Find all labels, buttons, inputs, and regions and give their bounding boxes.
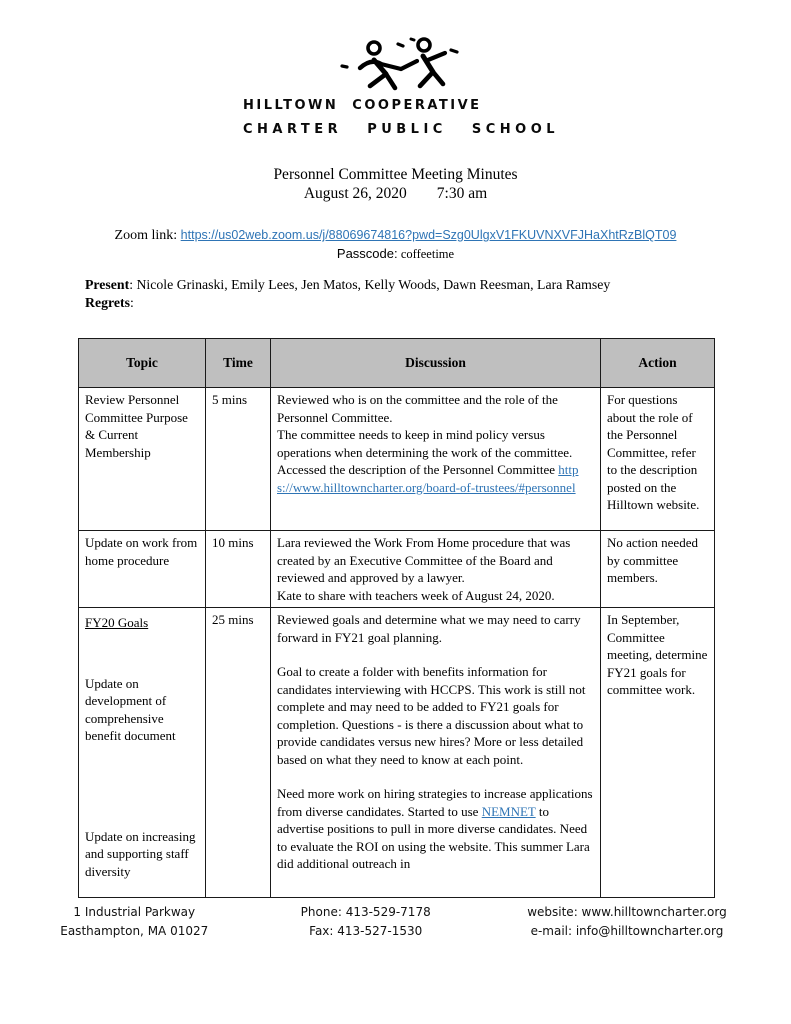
meeting-time: 7:30 am [436,185,488,202]
discussion-cell [271,608,601,898]
column-header-discussion: Discussion [271,339,601,388]
discussion-paragraph: The committee needs to keep in mind policy versus operations when determining the work of the committee. [277,427,573,460]
discussion-paragraph: Reviewed goals and determine what we may need to carry forward in FY21 goal planning. [277,612,581,645]
discussion-paragraph: Goal to create a folder with benefits information for candidates interviewing with HCCPS. This work is still not complete and may need to be added to FY21 goals for completion. Questions - is there a discussion about what to provide candidates versus new hires? More or less detailed based on what they need to know at each point. [277,664,586,767]
footer-email: e-mail: info@hilltowncharter.org [530,924,724,938]
zoom-link-line [0,228,791,244]
page-title: Personnel Committee Meeting Minutes [273,166,518,183]
address-line1: 1 Industrial Parkway [73,905,196,919]
present-line [85,276,791,294]
table-row [79,388,715,531]
topic-cell: Update on work from home procedure [79,531,206,608]
action-cell: For questions about the role of the Personnel Committee, refer to the description posted on the Hilltown website. [601,388,715,531]
column-header-action: Action [601,339,715,388]
discussion-text: to advertise positions to pull in more diverse candidates. Need to evaluate the ROI on using the website. This summer Lara did additional outreach in [277,803,590,871]
topic-heading: FY20 Goals [85,615,149,630]
zoom-meeting-link[interactable]: https://us02web.zoom.us/j/88069674816?pwd=Szg0UlgxV1FKUVNXVFJHaXhtRzBlQT09 [180,228,677,242]
passcode-value: coffeetime [400,247,455,261]
dancing-children-icon [329,34,463,96]
document-header [0,166,791,203]
action-cell: In September, Committee meeting, determine FY21 goals for committee work. [601,608,715,898]
minutes-table [78,338,715,898]
table-header-row [79,339,715,388]
action-cell: No action needed by committee members. [601,531,715,608]
footer-address [22,903,247,941]
topic-item: Update on development of comprehensive benefit document [85,675,176,743]
school-name [243,98,791,137]
zoom-link-label: Zoom link: [114,228,178,243]
discussion-paragraph [277,785,594,873]
personnel-description-link[interactable]: https://www.hilltowncharter.org/board-of-trustees/#personnel [277,462,579,495]
footer-website: website: www.hilltowncharter.org [527,905,727,919]
discussion-text: Need more work on hiring strategies to increase applications from diverse candidates. Started to use [277,786,593,819]
topic-cell: Review Personnel Committee Purpose & Current Membership [79,388,206,531]
column-header-topic: Topic [79,339,206,388]
page-footer [0,903,791,941]
nemnet-link[interactable]: NEMNET [481,803,536,819]
time-cell: 10 mins [206,531,271,608]
footer-phone-fax [247,903,485,941]
passcode-line [0,246,791,262]
school-name-line2: CHARTER PUBLIC SCHOOL [243,122,560,137]
footer-phone: Phone: 413-529-7178 [300,905,431,919]
discussion-paragraph [277,461,594,496]
present-label: Present [85,277,130,292]
school-logo [0,0,791,137]
attendance-section [85,276,791,312]
discussion-text: Accessed the description of the Personnel Committee [277,462,559,477]
regrets-names: : [129,295,134,310]
discussion-paragraph: Reviewed who is on the committee and the role of the Personnel Committee. [277,392,558,425]
regrets-label: Regrets [85,295,130,310]
footer-web-contact [485,903,769,941]
regrets-line [85,294,791,312]
discussion-cell [271,388,601,531]
footer-fax: Fax: 413-527-1530 [309,924,423,938]
table-row [79,608,715,898]
address-line2: Easthampton, MA 01027 [60,924,209,938]
discussion-paragraph: Lara reviewed the Work From Home procedure that was created by an Executive Committee of the Board and reviewed and approved by a lawyer. [277,535,571,585]
time-cell: 5 mins [206,388,271,531]
table-row [79,531,715,608]
passcode-label: Passcode: [336,246,398,261]
column-header-time: Time [206,339,271,388]
present-names: : Nicole Grinaski, Emily Lees, Jen Matos, Kelly Woods, Dawn Reesman, Lara Ramsey [129,277,611,292]
meeting-date: August 26, 2020 [303,185,407,202]
discussion-cell [271,531,601,608]
time-cell: 25 mins [206,608,271,898]
topic-item: Update on increasing and supporting staff diversity [85,828,196,879]
discussion-paragraph: Kate to share with teachers week of August 24, 2020. [277,587,555,603]
topic-cell [79,608,206,898]
meeting-datetime [0,185,791,203]
school-name-line1: HILLTOWN COOPERATIVE [243,98,482,113]
